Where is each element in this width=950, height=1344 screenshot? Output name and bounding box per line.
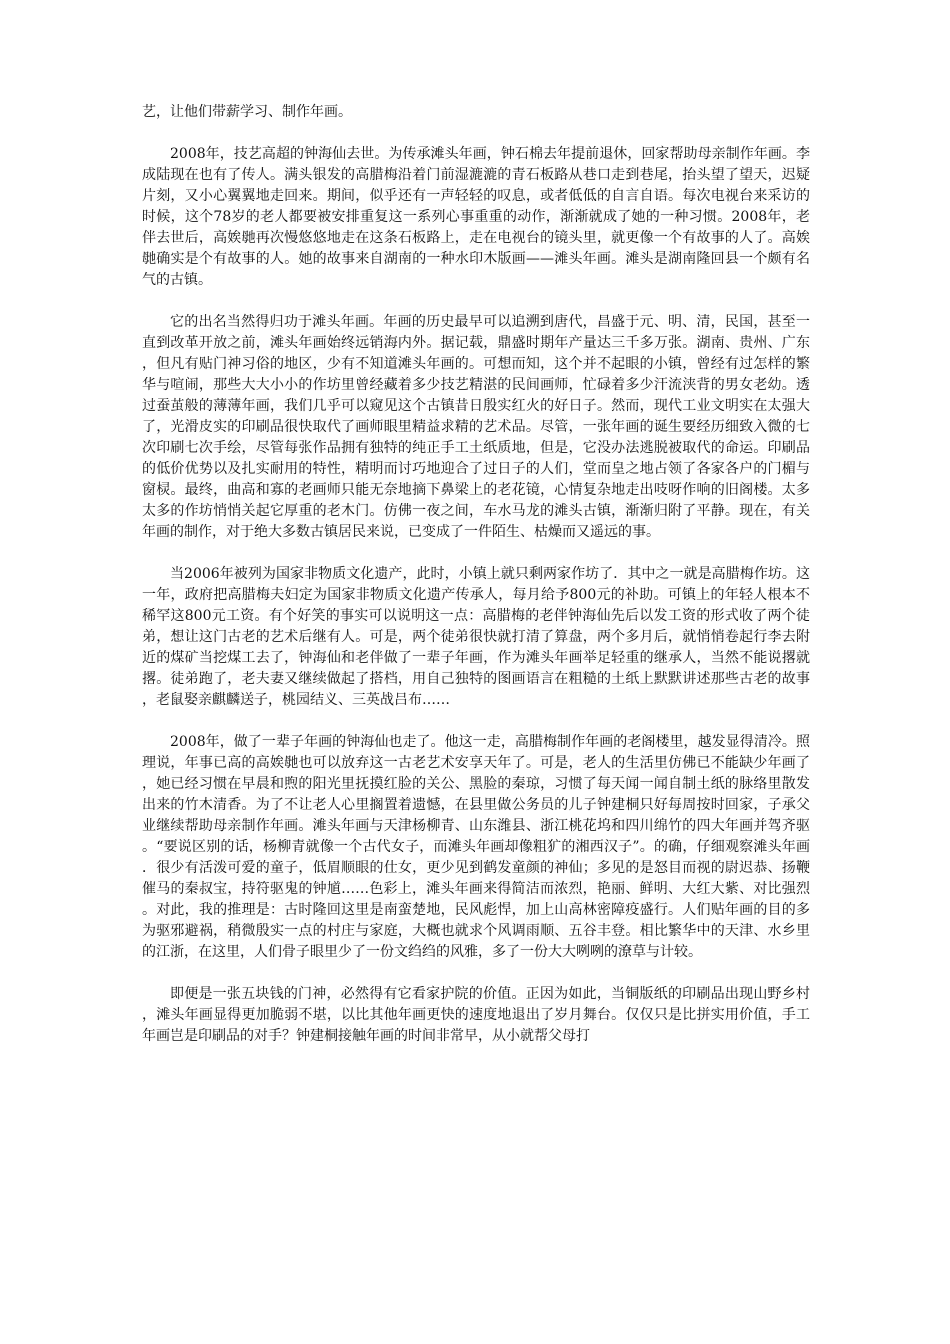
paragraph-history-of-tantou: 它的出名当然得归功于滩头年画。年画的历史最早可以追溯到唐代，昌盛于元、明、清，民国，甚至一直到改革开放之前，滩头年画始终远销海内外。据记载，鼎盛时期年产量达三千多万张。湖南、贵州、广东，但凡有贴门神习俗的地区，少有不知道滩头年画的。可想而知，这个并不起眼的小镇，曾经有过怎样的繁华与喧闹，那些大大小小的作坊里曾经藏着多少技艺精湛的民间画师，忙碌着多少汗流浃背的男女老幼。透过蚕茧般的薄薄年画，我们几乎可以窥见这个古镇昔日殷实红火的好日子。然而，现代工业文明实在太强大了，光滑皮实的印刷品很快取代了画师眼里精益求精的艺术品。尽管，一张年画的诞生要经历细致入微的七次印刷七次手绘，尽管每张作品拥有独特的纯正手工土纸质地，但是，它没办法逃脱被取代的命运。印刷品的低价优势以及扎实耐用的特性，精明而讨巧地迎合了过日子的人们，堂而皇之地占领了各家各户的门楣与窗棂。最终，曲高和寡的老画师只能无奈地摘下鼻梁上的老花镜，心情复杂地走出吱呀作响的旧阁楼。太多太多的作坊悄悄关起它厚重的老木门。仿佛一夜之间，车水马龙的滩头古镇，渐渐归附了平静。现在，有关年画的制作，对于绝大多数古镇居民来说，已变成了一件陌生、枯燥而又遥远的事。 <box>142 314 810 540</box>
paragraph-2008-inheritance: 2008年，技艺高超的钟海仙去世。为传承滩头年画，钟石棉去年提前退休，回家帮助母亲制作年画。李成陆现在也有了传人。满头银发的高腊梅沿着门前湿漉漉的青石板路从巷口走到巷尾，抬头望了望天，迟疑片刻，又小心翼翼地走回来。期间，似乎还有一声轻轻的叹息，或者低低的自言自语。每次电视台来采访的时候，这个78岁的老人都要被安排重复这一系列心事重重的动作，渐渐就成了她的一种习惯。2008年，老伴去世后，高娭毑再次慢悠悠地走在这条石板路上，走在电视台的镜头里，就更像一个有故事的人了。高娭毑确实是个有故事的人。她的故事来自湖南的一种水印木版画——滩头年画。滩头是湖南隆回县一个颇有名气的古镇。 <box>142 146 810 288</box>
paragraph-2008-style-comparison: 2008年，做了一辈子年画的钟海仙也走了。他这一走，高腊梅制作年画的老阁楼里，越发显得清冷。照理说，年事已高的高娭毑也可以放弃这一古老艺术安享天年了。可是，老人的生活里仿佛已不能缺少年画了，她已经习惯在早晨和煦的阳光里抚摸红脸的关公、黑脸的秦琼，习惯了每天闻一闻自制土纸的脉络里散发出来的竹木清香。为了不让老人心里搁置着遗憾，在县里做公务员的儿子钟建桐只好每周按时回家，子承父业继续帮助母亲制作年画。滩头年画与天津杨柳青、山东潍县、浙江桃花坞和四川绵竹的四大年画并驾齐驱。“要说区别的话，杨柳青就像一个古代女子，而滩头年画却像粗犷的湘西汉子”。的确，仔细观察滩头年画．很少有活泼可爱的童子，低眉顺眼的仕女，更少见到鹤发童颜的神仙；多见的是怒目而视的尉迟恭、扬鞭催马的秦叔宝，持符驱鬼的钟馗……色彩上，滩头年画来得简洁而浓烈，艳丽、鲜明、大红大紫、对比强烈。对此，我的推理是：古时隆回这里是南蛮楚地，民风彪悍，加上山高林密障疫盛行。人们贴年画的目的多为驱邪避祸，稍微殷实一点的村庄与家庭，大概也就求个风调雨顺、五谷丰登。相比繁华中的天津、水乡里的江浙，在这里，人们骨子眼里少了一份文绉绉的风雅，多了一份大大咧咧的潦草与计较。 <box>142 734 810 960</box>
paragraph-2006-heritage: 当2006年被列为国家非物质文化遗产，此时，小镇上就只剩两家作坊了．其中之一就是高腊梅作坊。这一年，政府把高腊梅夫妇定为国家非物质文化遗产传承人，每月给予800元的补助。可镇上的年轻人根本不稀罕这800元工资。有个好笑的事实可以说明这一点：高腊梅的老伴钟海仙先后以发工资的形式收了两个徒弟，想让这门古老的艺术后继有人。可是，两个徒弟很快就打清了算盘，两个多月后，就悄悄卷起行李去附近的煤矿当挖煤工去了，钟海仙和老伴做了一辈子年画，作为滩头年画举足轻重的继承人，当然不能说撂就撂。徒弟跑了，老夫妻又继续做起了搭档，用自己独特的图画语言在粗糙的土纸上默默讲述那些古老的故事，老鼠娶亲麒麟送子，桃园结义、三英战吕布…… <box>142 566 810 708</box>
paragraph-practical-value: 即便是一张五块钱的门神，必然得有它看家护院的价值。正因为如此，当铜版纸的印刷品出现山野乡村，滩头年画显得更加脆弱不堪，以比其他年画更快的速度地退出了岁月舞台。仅仅只是比拼实用价值，手工年画岂是印刷品的对手？钟建桐接触年画的时间非常早，从小就帮父母打 <box>142 986 810 1044</box>
paragraph-continuation: 艺，让他们带薪学习、制作年画。 <box>142 104 352 120</box>
